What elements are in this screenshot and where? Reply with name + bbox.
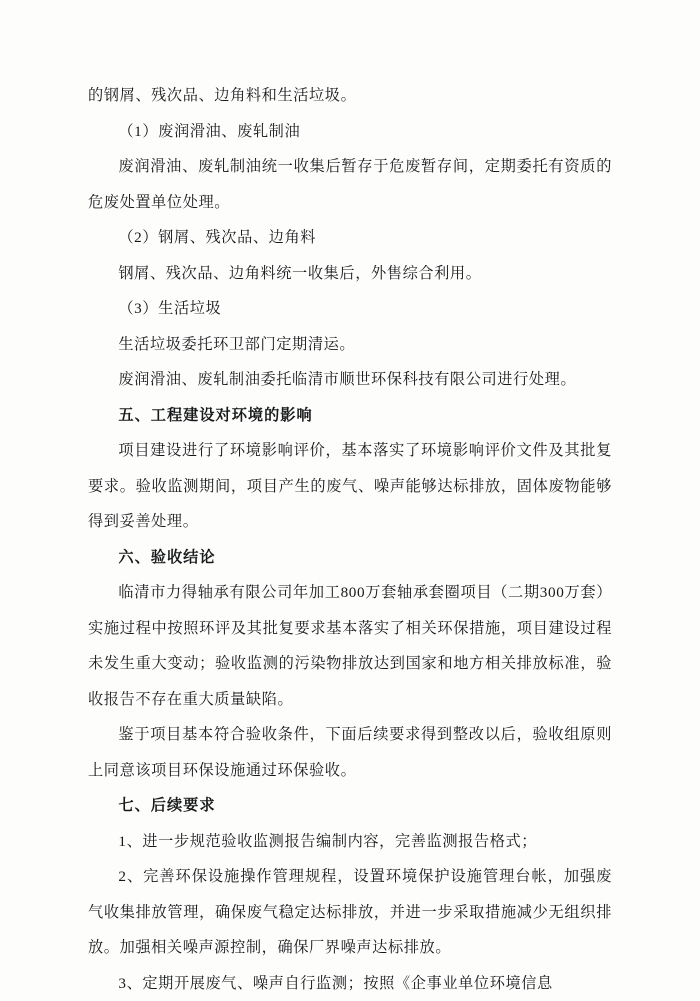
paragraph-section-six-body-2: 鉴于项目基本符合验收条件，下面后续要求得到整改以后，验收组原则上同意该项目环保设施通过环保验收。 [88,726,612,779]
paragraph-requirement-2: 2、完善环保设施操作管理规程，设置环境保护设施管理台帐，加强废气收集排放管理，确保废气稳定达标排放，并进一步采取措施减少无组织排放。加强相关噪声源控制，确保厂界噪声达标排放。 [88,868,612,956]
paragraph-requirement-1: 1、进一步规范验收监测报告编制内容，完善监测报告格式； [118,832,538,850]
section-heading-seven: 七、后续要求 [118,797,216,814]
paragraph-item-1-body: 废润滑油、废轧制油统一收集后暂存于危废暂存间，定期委托有资质的危废处置单位处理。 [88,158,612,211]
paragraph-item-2-title: （2）钢屑、残次品、边角料 [118,229,317,246]
section-heading-five: 五、工程建设对环境的影响 [118,406,313,424]
paragraph-item-1-title: （1）废润滑油、废轧制油 [118,122,301,140]
document-body [88,78,612,1001]
section-heading-six: 六、验收结论 [118,548,216,566]
paragraph-requirement-3: 3、定期开展废气、噪声自行监测；按照《企事业单位环境信息 [118,974,553,992]
paragraph-item-3-body: 生活垃圾委托环卫部门定期清运。 [118,335,356,353]
paragraph-item-2-body: 钢屑、残次品、边角料统一收集后，外售综合利用。 [118,264,482,282]
paragraph-section-five-body: 项目建设进行了环境影响评价，基本落实了环境影响评价文件及其批复要求。验收监测期间，项目产生的废气、噪声能够达标排放，固体废物能够得到妥善处理。 [88,442,612,530]
paragraph-section-six-body-1: 临清市力得轴承有限公司年加工800万套轴承套圈项目（二期300万套）实施过程中按照环评及其批复要求基本落实了相关环保措施，项目建设过程未发生重大变动；验收监测的污染物排放达到国家和地方相关排放标准，验收报告不存在重大质量缺陷。 [88,584,612,708]
paragraph-continuation: 的钢屑、残次品、边角料和生活垃圾。 [88,87,357,104]
paragraph-item-3-title: （3）生活垃圾 [118,300,222,317]
paragraph-disposal-entrust: 废润滑油、废轧制油委托临清市顺世环保科技有限公司进行处理。 [118,371,577,388]
